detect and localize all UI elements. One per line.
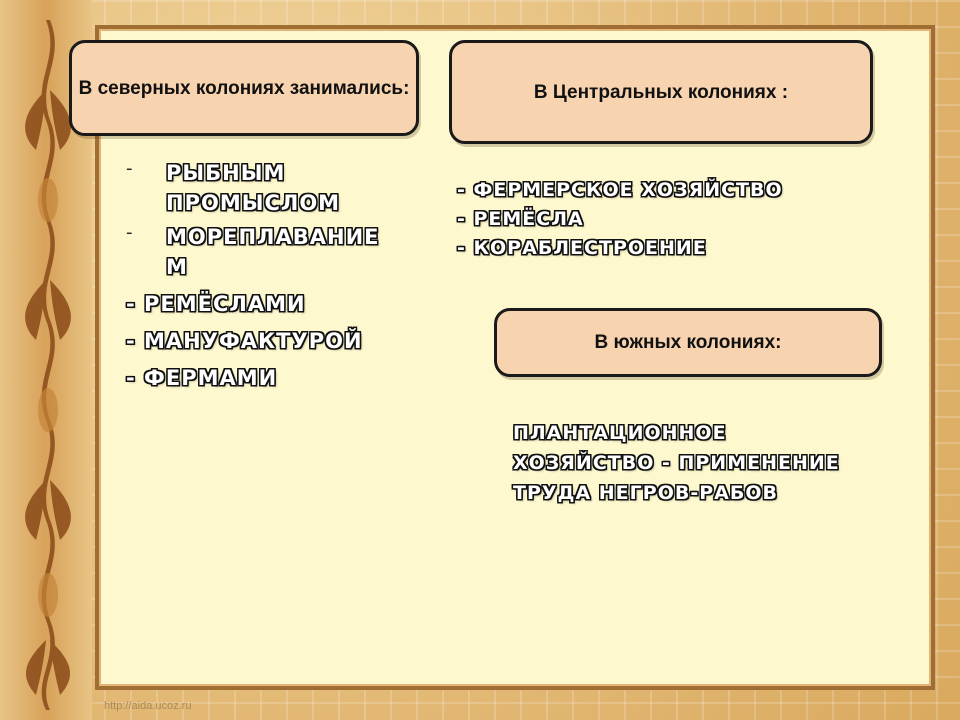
central-occupations-list bbox=[457, 176, 857, 263]
list-item: - ФЕРМАМИ bbox=[126, 366, 278, 390]
north-colonies-title-box bbox=[69, 40, 419, 136]
list-item-text: РЫБНЫМ ПРОМЫСЛОМ bbox=[166, 161, 341, 215]
north-occupations-list bbox=[126, 158, 406, 393]
list-item bbox=[126, 158, 406, 218]
bullet-marker: - bbox=[126, 222, 134, 243]
south-occupations-text bbox=[513, 418, 903, 508]
list-item: - МАНУФАКТУРОЙ bbox=[126, 329, 363, 353]
list-item: - РЕМЁСЛА bbox=[457, 208, 584, 230]
list-item-text: МОРЕПЛАВАНИЕ М bbox=[166, 225, 380, 279]
central-colonies-title-box bbox=[449, 40, 873, 144]
bullet-marker: - bbox=[126, 158, 134, 179]
south-colonies-title: В южных колониях: bbox=[594, 332, 782, 353]
list-item: - КОРАБЛЕСТРОЕНИЕ bbox=[457, 237, 707, 259]
list-item: - РЕМЁСЛАМИ bbox=[126, 292, 306, 316]
text-line: ТРУДА НЕГРОВ-РАБОВ bbox=[513, 482, 778, 504]
text-line: ХОЗЯЙСТВО - ПРИМЕНЕНИЕ bbox=[513, 452, 840, 474]
watermark-url: http://aida.ucoz.ru bbox=[104, 700, 192, 712]
central-colonies-title: В Центральных колониях : bbox=[533, 81, 789, 103]
north-colonies-title: В северных колониях занимались: bbox=[78, 77, 410, 99]
south-colonies-title-box bbox=[494, 308, 882, 377]
text-line: ПЛАНТАЦИОННОЕ bbox=[513, 422, 727, 444]
list-item: - ФЕРМЕРСКОЕ ХОЗЯЙСТВО bbox=[457, 179, 783, 201]
list-item bbox=[126, 222, 406, 282]
